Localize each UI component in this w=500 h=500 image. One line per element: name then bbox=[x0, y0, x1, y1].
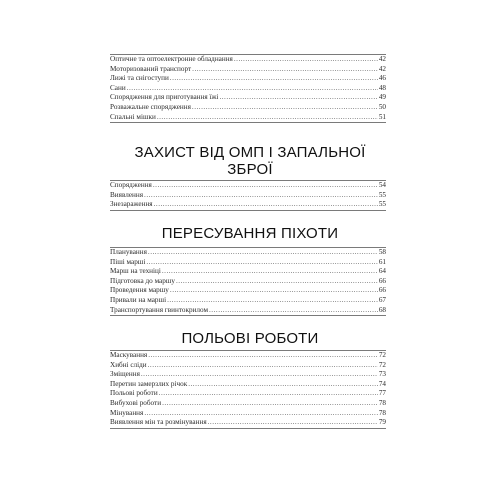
toc-entry-label: Моторизований транспорт bbox=[110, 64, 192, 73]
toc-entry[interactable] bbox=[110, 418, 386, 428]
toc-entry-label: Проведення маршу bbox=[110, 286, 169, 295]
toc-entry-page-number: 50 bbox=[378, 102, 386, 111]
toc-entry-label: Спорядження bbox=[110, 181, 152, 189]
dot-leader bbox=[188, 380, 378, 390]
dot-leader bbox=[162, 267, 378, 277]
toc-entry-label: Виявлення bbox=[110, 190, 144, 199]
toc-entry[interactable] bbox=[110, 399, 386, 409]
toc-entry[interactable] bbox=[110, 181, 386, 191]
toc-entry-label: Піші марші bbox=[110, 257, 146, 266]
toc-entry[interactable] bbox=[110, 84, 386, 94]
toc-entry[interactable] bbox=[110, 103, 386, 113]
toc-entry-label: Мінування bbox=[110, 408, 144, 417]
toc-entry-label: Марш на техніці bbox=[110, 267, 161, 276]
toc-entry-label: Спорядження для приготування їжі bbox=[110, 93, 219, 102]
toc-entry-label: Вибухові роботи bbox=[110, 398, 162, 407]
toc-entry-label: Польові роботи bbox=[110, 389, 158, 398]
dot-leader bbox=[157, 113, 378, 123]
toc-entry-label: Підготовка до маршу bbox=[110, 276, 175, 285]
toc-entry-label: Виявлення мін та розмінування bbox=[110, 418, 207, 427]
toc-entry[interactable] bbox=[110, 267, 386, 277]
toc-entry-page-number: 78 bbox=[378, 398, 386, 407]
toc-entry-page-number: 48 bbox=[378, 83, 386, 92]
toc-entry-page-number: 55 bbox=[378, 200, 386, 209]
section-field-works bbox=[0, 330, 500, 347]
dot-leader bbox=[209, 306, 378, 316]
dot-leader bbox=[170, 74, 378, 84]
dot-leader bbox=[148, 248, 378, 258]
toc-entry-page-number: 49 bbox=[378, 93, 386, 102]
toc-entry-page-number: 42 bbox=[378, 64, 386, 73]
toc-entry-label: Планування bbox=[110, 248, 147, 256]
toc-entry-label: Маскування bbox=[110, 351, 148, 359]
dot-leader bbox=[170, 286, 378, 296]
toc-entry-page-number: 46 bbox=[378, 74, 386, 83]
dot-leader bbox=[208, 418, 378, 428]
toc-entry-page-number: 78 bbox=[378, 408, 386, 417]
toc-entry[interactable] bbox=[110, 389, 386, 399]
toc-entry[interactable] bbox=[110, 191, 386, 201]
toc-entry[interactable] bbox=[110, 113, 386, 123]
toc-entry[interactable] bbox=[110, 277, 386, 287]
toc-entry[interactable] bbox=[110, 370, 386, 380]
toc-entry[interactable] bbox=[110, 74, 386, 84]
toc-entry-label: Розважальне спорядження bbox=[110, 102, 191, 111]
toc-list-movement bbox=[110, 247, 386, 316]
dot-leader bbox=[141, 370, 378, 380]
dot-leader bbox=[192, 65, 378, 75]
toc-list-field-works bbox=[110, 350, 386, 429]
dot-leader bbox=[144, 409, 377, 419]
toc-entry[interactable] bbox=[110, 296, 386, 306]
toc-entry-page-number: 73 bbox=[378, 370, 386, 379]
toc-entry-page-number: 67 bbox=[378, 295, 386, 304]
dot-leader bbox=[148, 351, 378, 361]
dot-leader bbox=[167, 296, 378, 306]
dot-leader bbox=[176, 277, 378, 287]
toc-list-equipment bbox=[110, 54, 386, 123]
toc-entry-page-number: 58 bbox=[378, 248, 386, 256]
toc-entry-label: Лижі та снігоступи bbox=[110, 74, 169, 83]
toc-entry-page-number: 74 bbox=[378, 379, 386, 388]
section-wmd-protection bbox=[0, 144, 500, 178]
toc-entry-page-number: 68 bbox=[378, 305, 386, 314]
toc-entry[interactable] bbox=[110, 200, 386, 210]
section-title: ПОЛЬОВІ РОБОТИ bbox=[181, 330, 319, 347]
toc-entry-page-number: 61 bbox=[378, 257, 386, 266]
toc-entry[interactable] bbox=[110, 351, 386, 361]
section-title: ЗАХИСТ ВІД ОМП І ЗАПАЛЬНОЇ bbox=[134, 144, 366, 161]
toc-entry-page-number: 77 bbox=[378, 389, 386, 398]
toc-entry-page-number: 72 bbox=[378, 351, 386, 359]
toc-list-wmd bbox=[110, 180, 386, 211]
toc-entry[interactable] bbox=[110, 258, 386, 268]
toc-entry-page-number: 66 bbox=[378, 276, 386, 285]
toc-entry-label: Сани bbox=[110, 83, 126, 92]
toc-entry[interactable] bbox=[110, 93, 386, 103]
toc-entry[interactable] bbox=[110, 380, 386, 390]
toc-entry-page-number: 66 bbox=[378, 286, 386, 295]
dot-leader bbox=[219, 93, 377, 103]
toc-entry[interactable] bbox=[110, 409, 386, 419]
toc-entry-label: Транспортування гвинтокрилом bbox=[110, 305, 208, 314]
dot-leader bbox=[162, 399, 378, 409]
toc-entry-label: Знезараження bbox=[110, 200, 153, 209]
toc-entry[interactable] bbox=[110, 361, 386, 371]
section-infantry-movement bbox=[0, 225, 500, 242]
toc-entry-page-number: 51 bbox=[378, 112, 386, 121]
toc-entry[interactable] bbox=[110, 65, 386, 75]
toc-entry-page-number: 54 bbox=[378, 181, 386, 189]
toc-entry-label: Хибні сліди bbox=[110, 360, 147, 369]
toc-entry-page-number: 72 bbox=[378, 360, 386, 369]
section-title-continued: ЗБРОЇ bbox=[227, 161, 273, 178]
dot-leader bbox=[146, 258, 377, 268]
dot-leader bbox=[127, 84, 378, 94]
dot-leader bbox=[153, 181, 378, 191]
dot-leader bbox=[154, 200, 378, 210]
toc-entry-page-number: 79 bbox=[378, 418, 386, 427]
toc-entry[interactable] bbox=[110, 286, 386, 296]
dot-leader bbox=[192, 103, 378, 113]
toc-entry-label: Привали на марші bbox=[110, 295, 167, 304]
toc-entry[interactable] bbox=[110, 55, 386, 65]
section-title: ПЕРЕСУВАННЯ ПІХОТИ bbox=[161, 225, 339, 242]
toc-entry[interactable] bbox=[110, 248, 386, 258]
toc-entry-label: Оптичне та оптоелектронне обладнання bbox=[110, 55, 233, 63]
dot-leader bbox=[159, 389, 378, 399]
dot-leader bbox=[144, 191, 378, 201]
toc-entry-label: Спальні мішки bbox=[110, 112, 156, 121]
toc-entry-page-number: 42 bbox=[378, 55, 386, 63]
toc-entry-page-number: 64 bbox=[378, 267, 386, 276]
toc-entry[interactable] bbox=[110, 306, 386, 316]
dot-leader bbox=[148, 361, 378, 371]
toc-entry-label: Перетин замерзлих річок bbox=[110, 379, 188, 388]
toc-entry-page-number: 55 bbox=[378, 190, 386, 199]
dot-leader bbox=[234, 55, 378, 65]
toc-entry-label: Зміщення bbox=[110, 370, 140, 379]
